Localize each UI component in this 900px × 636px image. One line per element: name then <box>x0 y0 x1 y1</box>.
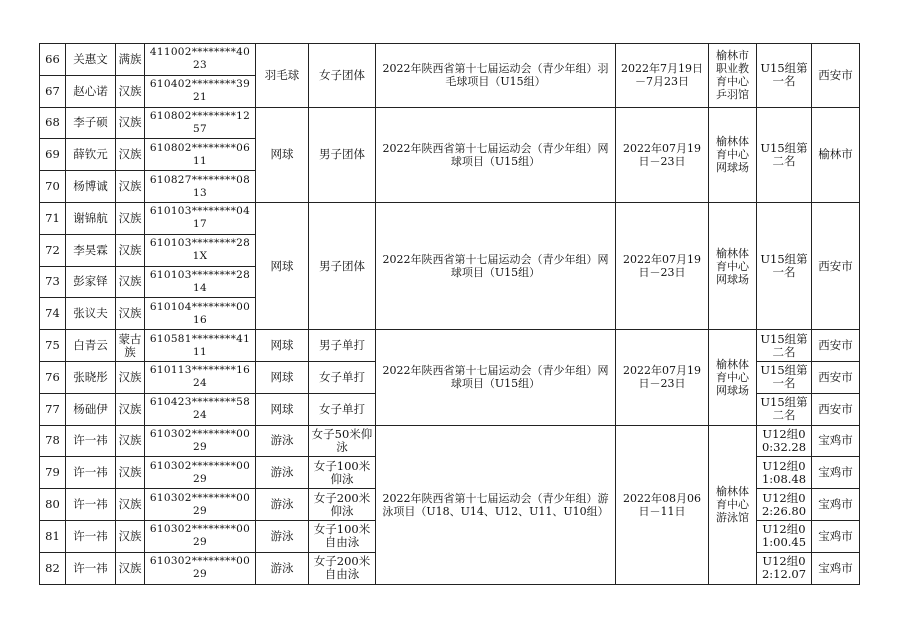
athlete-name: 白青云 <box>66 330 116 362</box>
sport: 游泳 <box>256 520 309 552</box>
venue: 榆林体育中心游泳馆 <box>709 425 757 584</box>
row-number: 75 <box>40 330 66 362</box>
competition-date: 2022年07月19日－23日 <box>616 107 709 202</box>
venue: 榆林体育中心网球场 <box>709 107 757 202</box>
competition-name: 2022年陕西省第十七届运动会（青少年组）网球项目（U15组） <box>376 107 616 202</box>
row-number: 68 <box>40 107 66 139</box>
city: 宝鸡市 <box>812 425 860 457</box>
athlete-name: 彭家铎 <box>66 266 116 298</box>
id-number: 610802********1257 <box>145 107 256 139</box>
result: U15组第二名 <box>757 107 812 202</box>
id-number: 610581********4111 <box>145 330 256 362</box>
athlete-name: 许一祎 <box>66 552 116 584</box>
athlete-name: 薛钦元 <box>66 139 116 171</box>
ethnicity: 汉族 <box>116 107 145 139</box>
event-item: 女子50米仰泳 <box>309 425 376 457</box>
id-number: 610802********0611 <box>145 139 256 171</box>
city: 榆林市 <box>812 107 860 202</box>
result: U15组第一名 <box>757 361 812 393</box>
sport: 游泳 <box>256 457 309 489</box>
sport: 网球 <box>256 202 309 329</box>
result: U15组第一名 <box>757 44 812 108</box>
sport: 羽毛球 <box>256 44 309 108</box>
id-number: 610302********0029 <box>145 457 256 489</box>
athlete-name: 李子硕 <box>66 107 116 139</box>
id-number: 610302********0029 <box>145 425 256 457</box>
athlete-name: 关惠文 <box>66 44 116 76</box>
id-number: 610103********281X <box>145 234 256 266</box>
event-item: 女子团体 <box>309 44 376 108</box>
row-number: 71 <box>40 202 66 234</box>
city: 西安市 <box>812 202 860 329</box>
row-number: 66 <box>40 44 66 76</box>
table-row <box>40 44 860 76</box>
ethnicity: 汉族 <box>116 139 145 171</box>
event-item: 女子单打 <box>309 361 376 393</box>
event-item: 女子200米仰泳 <box>309 489 376 521</box>
city: 宝鸡市 <box>812 520 860 552</box>
ethnicity: 汉族 <box>116 393 145 425</box>
ethnicity: 满族 <box>116 44 145 76</box>
table-row <box>40 425 860 457</box>
athlete-name: 赵心诺 <box>66 75 116 107</box>
ethnicity: 汉族 <box>116 425 145 457</box>
competition-name: 2022年陕西省第十七届运动会（青少年组）网球项目（U15组） <box>376 330 616 425</box>
result: U12组00:32.28 <box>757 425 812 457</box>
competition-date: 2022年08月06日－11日 <box>616 425 709 584</box>
athlete-name: 许一祎 <box>66 520 116 552</box>
city: 西安市 <box>812 393 860 425</box>
event-item: 男子团体 <box>309 202 376 329</box>
sport: 游泳 <box>256 425 309 457</box>
result: U15组第二名 <box>757 393 812 425</box>
ethnicity: 汉族 <box>116 75 145 107</box>
ethnicity: 汉族 <box>116 489 145 521</box>
ethnicity: 汉族 <box>116 520 145 552</box>
row-number: 74 <box>40 298 66 330</box>
city: 西安市 <box>812 361 860 393</box>
sport: 游泳 <box>256 489 309 521</box>
ethnicity: 蒙古族 <box>116 330 145 362</box>
result: U15组第二名 <box>757 330 812 362</box>
ethnicity: 汉族 <box>116 202 145 234</box>
ethnicity: 汉族 <box>116 457 145 489</box>
city: 宝鸡市 <box>812 489 860 521</box>
row-number: 76 <box>40 361 66 393</box>
row-number: 73 <box>40 266 66 298</box>
athlete-name: 许一祎 <box>66 425 116 457</box>
row-number: 82 <box>40 552 66 584</box>
event-item: 女子100米仰泳 <box>309 457 376 489</box>
athlete-name: 谢锦航 <box>66 202 116 234</box>
table-row <box>40 330 860 362</box>
athlete-results-table <box>39 43 860 585</box>
athlete-name: 张议夫 <box>66 298 116 330</box>
row-number: 72 <box>40 234 66 266</box>
result: U12组02:26.80 <box>757 489 812 521</box>
row-number: 70 <box>40 171 66 203</box>
id-number: 610302********0029 <box>145 520 256 552</box>
ethnicity: 汉族 <box>116 552 145 584</box>
id-number: 610103********0417 <box>145 202 256 234</box>
athlete-name: 杨础伊 <box>66 393 116 425</box>
ethnicity: 汉族 <box>116 361 145 393</box>
row-number: 78 <box>40 425 66 457</box>
venue: 榆林体育中心网球场 <box>709 202 757 329</box>
city: 西安市 <box>812 330 860 362</box>
id-number: 610113********1624 <box>145 361 256 393</box>
city: 宝鸡市 <box>812 552 860 584</box>
id-number: 610423********5824 <box>145 393 256 425</box>
id-number: 610302********0029 <box>145 552 256 584</box>
id-number: 610402********3921 <box>145 75 256 107</box>
sport: 游泳 <box>256 552 309 584</box>
competition-date: 2022年07月19日－23日 <box>616 202 709 329</box>
row-number: 77 <box>40 393 66 425</box>
venue: 榆林体育中心网球场 <box>709 330 757 425</box>
sport: 网球 <box>256 393 309 425</box>
id-number: 610104********0016 <box>145 298 256 330</box>
event-item: 男子团体 <box>309 107 376 202</box>
sport: 网球 <box>256 107 309 202</box>
competition-name: 2022年陕西省第十七届运动会（青少年组）网球项目（U15组） <box>376 202 616 329</box>
athlete-name: 张晓彤 <box>66 361 116 393</box>
city: 宝鸡市 <box>812 457 860 489</box>
competition-name: 2022年陕西省第十七届运动会（青少年组）羽毛球项目（U15组） <box>376 44 616 108</box>
ethnicity: 汉族 <box>116 171 145 203</box>
id-number: 411002********4023 <box>145 44 256 76</box>
competition-name: 2022年陕西省第十七届运动会（青少年组）游泳项目（U18、U14、U12、U11、U10组） <box>376 425 616 584</box>
venue: 榆林市职业教育中心乒羽馆 <box>709 44 757 108</box>
result: U15组第一名 <box>757 202 812 329</box>
result: U12组02:12.07 <box>757 552 812 584</box>
event-item: 女子单打 <box>309 393 376 425</box>
id-number: 610827********0813 <box>145 171 256 203</box>
row-number: 69 <box>40 139 66 171</box>
athlete-name: 李昊霖 <box>66 234 116 266</box>
competition-date: 2022年7月19日－7月23日 <box>616 44 709 108</box>
ethnicity: 汉族 <box>116 266 145 298</box>
event-item: 女子100米自由泳 <box>309 520 376 552</box>
city: 西安市 <box>812 44 860 108</box>
ethnicity: 汉族 <box>116 298 145 330</box>
result: U12组01:08.48 <box>757 457 812 489</box>
competition-date: 2022年07月19日－23日 <box>616 330 709 425</box>
result: U12组01:00.45 <box>757 520 812 552</box>
table-row <box>40 202 860 234</box>
sport: 网球 <box>256 361 309 393</box>
table-row <box>40 107 860 139</box>
row-number: 80 <box>40 489 66 521</box>
ethnicity: 汉族 <box>116 234 145 266</box>
athlete-name: 杨博诚 <box>66 171 116 203</box>
row-number: 81 <box>40 520 66 552</box>
row-number: 79 <box>40 457 66 489</box>
id-number: 610103********2814 <box>145 266 256 298</box>
event-item: 男子单打 <box>309 330 376 362</box>
sport: 网球 <box>256 330 309 362</box>
athlete-name: 许一祎 <box>66 489 116 521</box>
athlete-name: 许一祎 <box>66 457 116 489</box>
id-number: 610302********0029 <box>145 489 256 521</box>
row-number: 67 <box>40 75 66 107</box>
event-item: 女子200米自由泳 <box>309 552 376 584</box>
